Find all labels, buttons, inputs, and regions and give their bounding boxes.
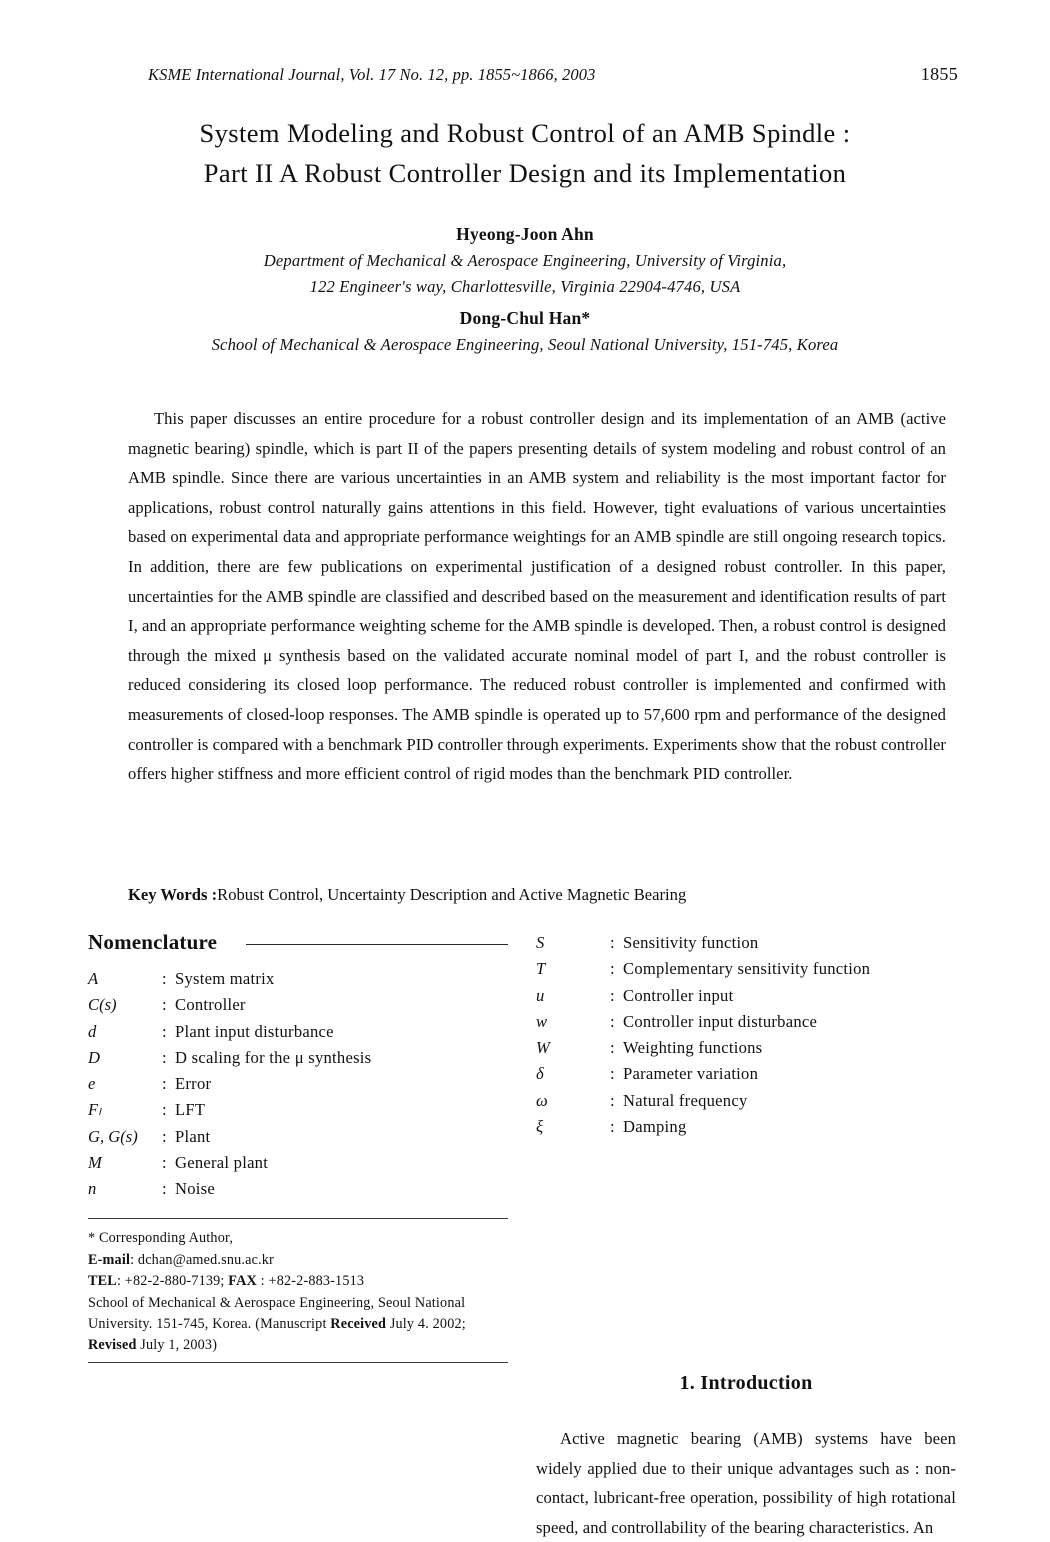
nomenclature-symbol: n	[88, 1179, 97, 1199]
nomenclature-symbol: d	[88, 1021, 97, 1041]
nomenclature-definition: Plant	[175, 1126, 211, 1146]
nomenclature-symbol: D	[88, 1047, 100, 1067]
introduction-body	[536, 1424, 956, 1542]
nomenclature-row	[88, 1124, 508, 1150]
nomenclature-colon: :	[162, 995, 167, 1015]
nomenclature-row	[536, 956, 956, 982]
nomenclature-symbol: M	[88, 1153, 102, 1173]
nomenclature-colon: :	[162, 1126, 167, 1146]
nomenclature-definition: Controller input	[623, 985, 734, 1005]
nomenclature-definition: Controller	[175, 995, 246, 1015]
journal-citation: KSME International Journal, Vol. 17 No. 12, pp. 1855~1866, 2003	[148, 65, 596, 84]
nomenclature-colon: :	[610, 1090, 615, 1110]
page-title	[75, 113, 975, 193]
nomenclature-symbol: C(s)	[88, 995, 117, 1015]
nomenclature-symbol: G, G(s)	[88, 1126, 138, 1146]
abstract	[128, 404, 946, 789]
nomenclature-definition: Noise	[175, 1179, 215, 1199]
footnote-line-email	[88, 1250, 508, 1271]
nomenclature-row	[88, 992, 508, 1018]
key-words-label: Key Words :	[128, 885, 218, 904]
nomenclature-symbol: W	[536, 1038, 550, 1058]
nomenclature-colon: :	[610, 1011, 615, 1031]
column-right	[536, 930, 956, 1542]
nomenclature-row	[88, 1176, 508, 1202]
nomenclature-row	[88, 1071, 508, 1097]
footnote-body	[88, 1219, 508, 1361]
nomenclature-definition: Weighting functions	[623, 1038, 763, 1058]
key-words	[128, 883, 946, 907]
footnote-rule-bottom	[88, 1362, 508, 1363]
title-line-2: Part II A Robust Controller Design and its Implementation	[203, 158, 847, 188]
received-label: Received	[330, 1315, 387, 1332]
nomenclature-row	[536, 1088, 956, 1114]
nomenclature-definition: LFT	[175, 1100, 206, 1120]
nomenclature-colon: :	[162, 1153, 167, 1173]
nomenclature-row	[88, 1150, 508, 1176]
fax-label: FAX	[228, 1273, 257, 1290]
email-label: E-mail	[88, 1251, 131, 1268]
nomenclature-definition: Complementary sensitivity function	[623, 959, 871, 979]
section-heading-introduction: 1. Introduction	[679, 1372, 813, 1395]
nomenclature-definition: System matrix	[175, 969, 275, 988]
nomenclature-row	[536, 1061, 956, 1087]
nomenclature-row	[536, 930, 956, 956]
nomenclature-symbol: ξ	[536, 1117, 544, 1137]
nomenclature-colon: :	[162, 1021, 167, 1041]
nomenclature-symbol: T	[536, 959, 546, 979]
nomenclature-row	[88, 966, 508, 992]
nomenclature-symbol: ω	[536, 1090, 548, 1110]
nomenclature-heading	[88, 930, 508, 964]
revised-value: July 1, 2003)	[136, 1337, 218, 1354]
author-name-2: Dong-Chul Han*	[459, 308, 591, 328]
nomenclature-symbol: Fₗ	[88, 1100, 101, 1120]
nomenclature-definition: Controller input disturbance	[623, 1011, 818, 1031]
nomenclature-colon: :	[162, 969, 167, 988]
nomenclature-colon: :	[162, 1074, 167, 1094]
footnote-address: School of Mechanical & Aerospace Engineering, Seoul National University. 151-745, Korea. (Manuscript	[88, 1294, 466, 1332]
author-affiliation-1-line-2: 122 Engineer's way, Charlottesville, Virginia 22904-4746, USA	[309, 277, 741, 296]
nomenclature-row	[536, 1114, 956, 1140]
author-affiliation-1-line-1: Department of Mechanical & Aerospace Engineering, University of Virginia,	[263, 251, 787, 270]
nomenclature-row	[536, 1009, 956, 1035]
nomenclature-symbol: A	[88, 969, 99, 988]
nomenclature-definition: Damping	[623, 1117, 687, 1137]
running-head	[148, 64, 958, 85]
footnote-line-corresponding: * Corresponding Author,	[88, 1230, 234, 1247]
nomenclature-definition: Sensitivity function	[623, 933, 759, 952]
nomenclature-symbol: δ	[536, 1064, 544, 1084]
nomenclature-symbol: e	[88, 1074, 96, 1094]
nomenclature-definition: Error	[175, 1074, 212, 1094]
nomenclature-list-left	[88, 966, 508, 1203]
nomenclature-colon: :	[162, 1179, 167, 1199]
nomenclature-symbol: S	[536, 933, 545, 952]
fax-value: : +82-2-883-1513	[256, 1273, 365, 1290]
nomenclature-definition: Parameter variation	[623, 1064, 759, 1084]
nomenclature-row	[536, 1035, 956, 1061]
nomenclature-symbol: u	[536, 985, 545, 1005]
author-affiliation-2-line-1: School of Mechanical & Aerospace Engineering, Seoul National University, 151-745, Korea	[211, 335, 839, 354]
nomenclature-list-right	[536, 930, 956, 1140]
footnote-line-tel-fax	[88, 1271, 508, 1292]
nomenclature-definition: Natural frequency	[623, 1090, 748, 1110]
revised-label: Revised	[88, 1337, 137, 1354]
page-number: 1855	[920, 64, 958, 84]
nomenclature-colon: :	[162, 1100, 167, 1120]
nomenclature-colon: :	[610, 1117, 615, 1137]
corresponding-author-footnote	[88, 1218, 508, 1363]
nomenclature-colon: :	[610, 985, 615, 1005]
nomenclature-definition: Plant input disturbance	[175, 1021, 334, 1041]
nomenclature-row	[88, 1019, 508, 1045]
nomenclature-row	[88, 1097, 508, 1123]
nomenclature-title: Nomenclature	[88, 930, 218, 954]
email-value[interactable]: : dchan@amed.snu.ac.kr	[130, 1251, 274, 1268]
nomenclature-colon: :	[610, 1038, 615, 1058]
author-name-1: Hyeong-Joon Ahn	[456, 224, 594, 244]
nomenclature-colon: :	[610, 959, 615, 979]
key-words-value: Robust Control, Uncertainty Description and Active Magnetic Bearing	[217, 885, 687, 904]
nomenclature-colon: :	[610, 933, 615, 952]
nomenclature-colon: :	[162, 1047, 167, 1067]
received-value: July 4. 2002;	[386, 1315, 466, 1332]
title-line-1: System Modeling and Robust Control of an AMB Spindle :	[199, 118, 851, 148]
nomenclature-row	[88, 1045, 508, 1071]
nomenclature-definition: General plant	[175, 1153, 269, 1173]
tel-label: TEL	[88, 1273, 117, 1290]
nomenclature-symbol: w	[536, 1011, 548, 1031]
nomenclature-colon: :	[610, 1064, 615, 1084]
introduction-paragraph: Active magnetic bearing (AMB) systems have been widely applied due to their unique advantages such as : non-contact, lubricant-free operation, possibility of high rotational speed, and controllability of the bearing characteristics. An	[536, 1429, 956, 1537]
nomenclature-row	[536, 983, 956, 1009]
abstract-text: This paper discusses an entire procedure for a robust controller design and its implementation of an AMB (active magnetic bearing) spindle, which is part II of the papers presenting details of system modeling and robust control of an AMB spindle. Since there are various uncertainties in an AMB system and reliability is the most important factor for applications, robust control naturally gains attentions in this field. However, tight evaluations of various uncertainties based on experimental data and appropriate performance weightings for an AMB spindle are still ongoing research topics. In addition, there are few publications on experimental justification of a designed robust controller. In this paper, uncertainties for the AMB spindle are classified and described based on the measurement and identification results of part I, and an appropriate performance weighting scheme for the AMB spindle is developed. Then, a robust control is designed through the mixed μ synthesis based on the validated accurate nominal model of part I, and the robust controller is reduced considering its closed loop performance. The reduced robust controller is implemented and confirmed with measurements of closed-loop responses. The AMB spindle is operated up to 57,600 rpm and performance of the designed controller is compared with a benchmark PID controller through experiments. Experiments show that the robust controller offers higher stiffness and more efficient control of rigid modes than the benchmark PID controller.	[128, 409, 946, 784]
nomenclature-definition: D scaling for the μ synthesis	[175, 1047, 372, 1067]
nomenclature-rule	[246, 944, 508, 945]
column-left	[88, 930, 508, 1203]
tel-value: : +82-2-880-7139;	[116, 1273, 229, 1290]
author-block	[75, 221, 975, 358]
